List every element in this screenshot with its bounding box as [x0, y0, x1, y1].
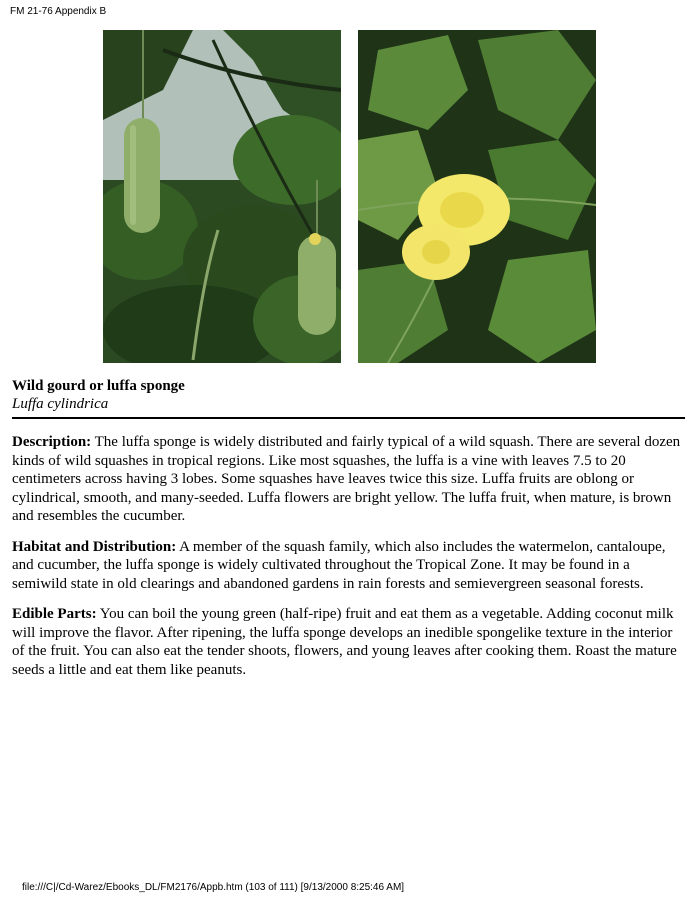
page-header: FM 21-76 Appendix B [10, 6, 107, 17]
description-heading: Description: [12, 434, 92, 450]
luffa-fruit-photo [103, 30, 341, 363]
habitat-text: A member of the squash family, which also includes the watermelon, cantaloupe, and cucumber, the luffa sponge is widely cultivated throughout the Tropical Zone. It may be found in a semiwild state in old clearings and abandoned gardens in rain forests and semievergreen seasonal forests. [12, 538, 666, 592]
habitat-paragraph [12, 538, 688, 594]
section-divider [12, 417, 685, 419]
page-footer-url: file:///C|/Cd-Warez/Ebooks_DL/FM2176/Appb.htm (103 of 111) [9/13/2000 8:25:46 AM] [22, 882, 405, 893]
habitat-heading: Habitat and Distribution: [12, 538, 177, 555]
description-paragraph [12, 433, 688, 526]
plant-common-name: Wild gourd or luffa sponge [12, 378, 185, 394]
plant-scientific-name: Luffa cylindrica [12, 396, 109, 412]
plant-title-block [12, 377, 185, 413]
edible-parts-heading: Edible Parts: [12, 606, 97, 622]
luffa-flower-photo [358, 30, 596, 363]
plant-description-body [12, 433, 688, 691]
description-text: The luffa sponge is widely distributed and fairly typical of a wild squash. There are several dozen kinds of wild squashes in tropical regions. Like most squashes, the luffa is a vine with leaves 7.5 to 20 centimeters across having 3 lobes. Some squashes have leaves twice this size. Luffa fruits are oblong or cylindrical, smooth, and many-seeded. Luffa flowers are bright yellow. The luffa fruit, when mature, is brown and resembles the cucumber. [12, 434, 681, 524]
edible-parts-paragraph [12, 605, 688, 679]
edible-parts-text: You can boil the young green (half-ripe) fruit and eat them as a vegetable. Adding coconut milk will improve the flavor. After ripening, the luffa sponge develops an inedible spongelike texture in the interior of the fruit. You can also eat the tender shoots, flowers, and young leaves after cooking them. Roast the mature seeds a little and eat them like peanuts. [12, 606, 677, 678]
